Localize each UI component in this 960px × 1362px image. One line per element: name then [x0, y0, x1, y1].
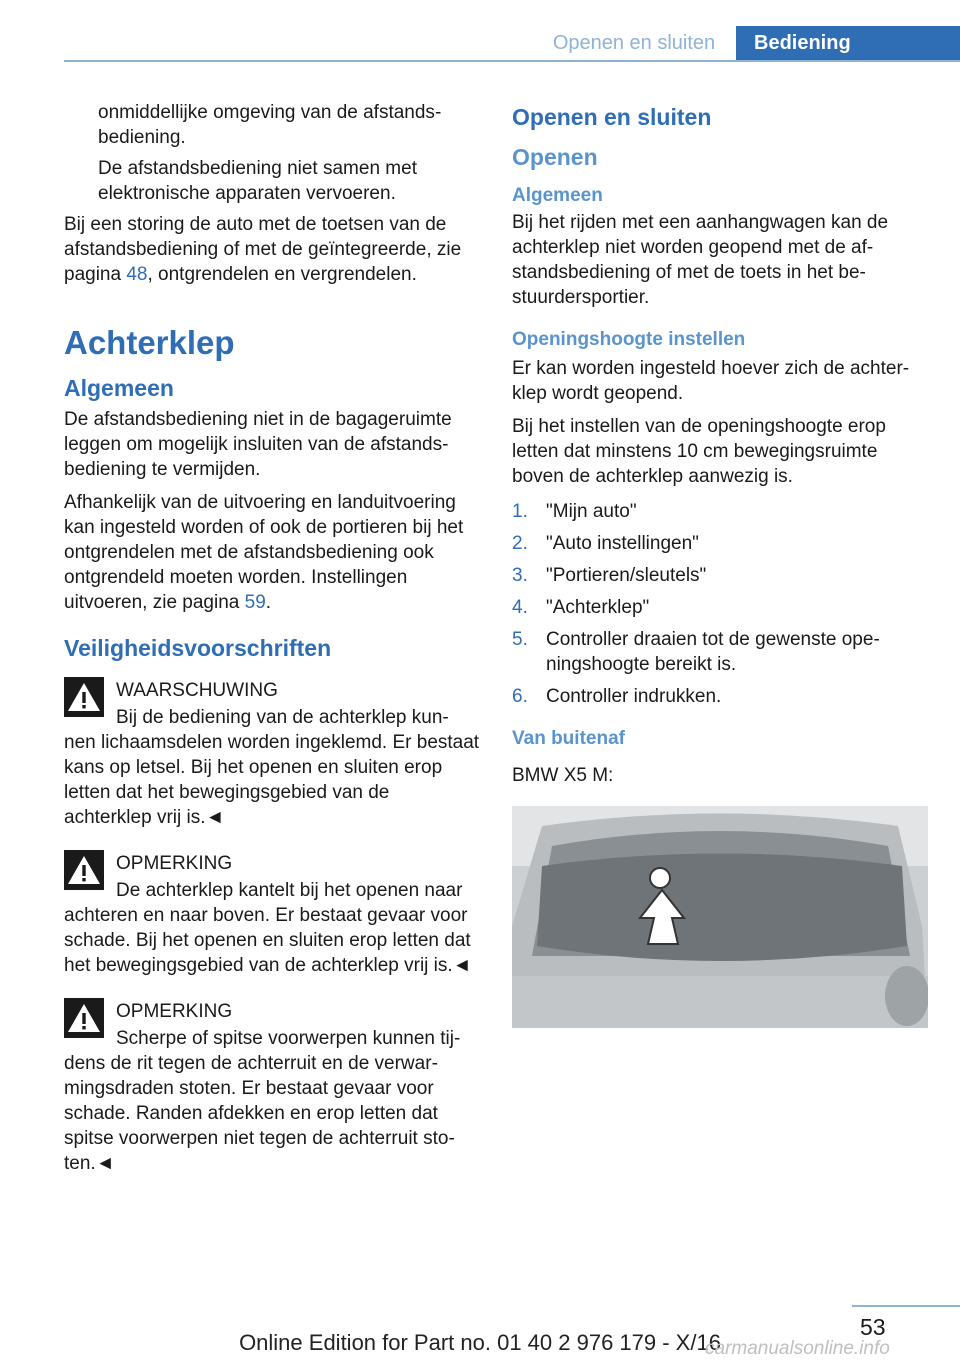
steps-list [512, 499, 932, 709]
algemeen-paragraph-1: De afstandsbediening niet in de bagageruimte leggen om mogelijk insluiten van de afstandsbediening te vermijden. [64, 409, 452, 480]
header-rule [64, 60, 960, 62]
heading-algemeen: Algemeen [64, 375, 174, 401]
heading-openen: Openen [512, 144, 598, 170]
list-item: 3. "Portieren/sleutels" [512, 565, 707, 586]
tailgate-illustration [512, 806, 928, 1028]
model-label: BMW X5 M: [512, 765, 614, 786]
watermark: carmanualsonline.info [705, 1338, 890, 1359]
note-text: achteren en naar boven. Er bestaat gevaar voor schade. Bij het openen en sluiten erop letten dat het bewegingsgebied van de achterklep vrij is.◄ [64, 905, 472, 976]
page-link-59[interactable]: 59 [244, 592, 266, 613]
note-text-first-line: Scherpe of spitse voorwerpen kunnen tij- [116, 1028, 461, 1049]
malfunction-paragraph: Bij een storing de auto met de toetsen van de afstandsbediening of met de geïntegreerde, zie pagina 48, ontgrendelen en vergrendelen. [64, 214, 462, 285]
note-text: dens de rit tegen de achterruit en de verwarmingsdraden stoten. Er bestaat gevaar voor schade. Randen afdekken en erop letten dat spitse voorwerpen niet tegen de achterruit stoten.◄ [64, 1053, 455, 1174]
heading-veiligheidsvoorschriften: Veiligheidsvoorschriften [64, 635, 332, 661]
warning-text: nen lichaamsdelen worden ingeklemd. Er bestaat kans op letsel. Bij het openen en sluiten erop letten dat het bewegingsgebied van de achterklep vrij is.◄ [64, 732, 480, 828]
note-block-1 [64, 850, 480, 978]
heading-openingshoogte-instellen: Openingshoogte instellen [512, 329, 746, 350]
note-label: OPMERKING [116, 1001, 233, 1022]
edition-footer: Online Edition for Part no. 01 40 2 976 179 - X/16 [239, 1330, 721, 1355]
warning-label: WAARSCHUWING [116, 680, 278, 701]
warning-block [64, 677, 480, 830]
left-column [64, 100, 480, 1186]
openingshoogte-paragraph-2: Bij het instellen van de openingshoogte erop letten dat minstens 10 cm bewegingsruimte boven de achterklep aanwezig is. [512, 416, 886, 487]
continued-paragraph-1: onmiddellijke omgeving van de afstandsbediening. [98, 102, 442, 148]
list-item: 1. "Mijn auto" [512, 501, 637, 522]
page-link-48[interactable]: 48 [126, 264, 148, 285]
header-chapter-tab[interactable]: Bediening [736, 26, 960, 60]
note-block-2 [64, 998, 480, 1176]
note-label: OPMERKING [116, 853, 233, 874]
warning-triangle-icon [64, 998, 104, 1038]
header-section-tab[interactable]: Openen en sluiten [552, 32, 716, 54]
note-text-first-line: De achterklep kantelt bij het openen naar [116, 880, 463, 901]
heading-openen-en-sluiten: Openen en sluiten [512, 104, 712, 130]
page-number: 53 [860, 1314, 886, 1340]
right-column [512, 100, 932, 1035]
algemeen-paragraph: Bij het rijden met een aanhangwagen kan de achterklep niet worden geopend met de afstandsbediening of met de toets in het bestuurdersportier. [512, 212, 889, 308]
warning-triangle-icon [64, 677, 104, 717]
continued-paragraph-2: De afstandsbediening niet samen met elektronische apparaten vervoeren. [98, 158, 417, 204]
list-item: 5. Controller draaien tot de gewenste openingshoogte bereikt is. [512, 629, 880, 675]
heading-van-buitenaf: Van buitenaf [512, 728, 625, 749]
warning-triangle-icon [64, 850, 104, 890]
list-item: 2. "Auto instellingen" [512, 533, 699, 554]
heading-achterklep: Achterklep [64, 324, 235, 361]
warning-text-first-line: Bij de bediening van de achterklep kun- [116, 707, 449, 728]
list-item: 4. "Achterklep" [512, 597, 650, 618]
page-number-rule [852, 1305, 960, 1307]
list-item: 6. Controller indrukken. [512, 686, 722, 707]
heading-algemeen: Algemeen [512, 185, 603, 206]
algemeen-paragraph-2: Afhankelijk van de uitvoering en landuitvoering kan ingesteld worden of ook de portieren bij het ontgrendelen met de afstandsbediening ook ontgrendeld moeten worden. Instellingen uitvoeren, zie pagina 59. [64, 492, 464, 613]
openingshoogte-paragraph-1: Er kan worden ingesteld hoever zich de achterklep wordt geopend. [512, 358, 910, 404]
